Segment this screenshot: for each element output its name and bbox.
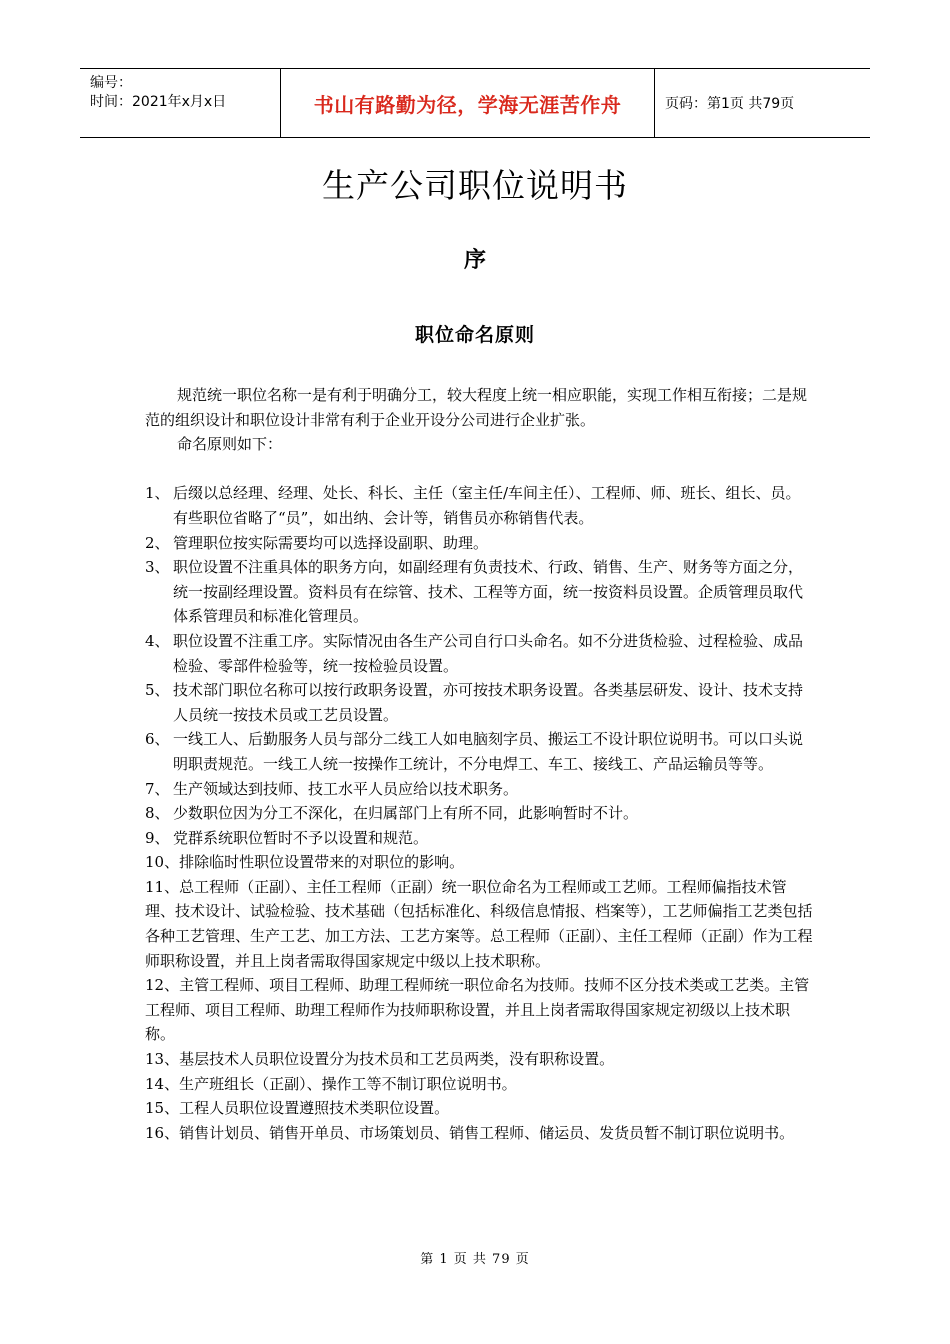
- item-text: 基层技术人员职位设置分为技术员和工艺员两类，没有职称设置。: [179, 1050, 615, 1069]
- page-number-label: 页码：第1页 共79页: [665, 96, 795, 112]
- item-text: 生产班组长（正副）、操作工等不制订职位说明书。: [179, 1074, 517, 1093]
- item-number: 10、: [145, 853, 180, 872]
- item-text: 总工程师（正副）、主任工程师（正副）统一职位命名为工程师或工艺师。工程师偏指技术管理、技术设计、试验检验、技术基础（包括标准化、科级信息情报、档案等），工艺师偏指工艺类包括各种工艺管理、生产工艺、加工方法、工艺方案等。总工程师（正副）、主任工程师（正副）作为工程师职称设置，并且上岗者需取得国家规定中级以上技术职称。: [145, 877, 813, 970]
- item-text: 一线工人、后勤服务人员与部分二线工人如电脑刻字员、搬运工不设计职位说明书。可以口头说明职责规范。一线工人统一按操作工统计，不分电焊工、车工、接线工、产品运输员等等。: [173, 730, 804, 773]
- item-text: 职位设置不注重工序。实际情况由各生产公司自行口头命名。如不分进货检验、过程检验、成品检验、零部件检验等，统一按检验员设置。: [173, 631, 804, 675]
- item-text: 生产领域达到技师、技工水平人员应给以技术职务。: [173, 779, 519, 798]
- item-text: 管理职位按实际需要均可以选择设副职、助理。: [173, 533, 489, 552]
- list-item: [145, 727, 813, 776]
- item-text: 排除临时性职位设置带来的对职位的影响。: [179, 853, 465, 872]
- item-number: 8、: [145, 804, 170, 823]
- item-text: 销售计划员、销售开单员、市场策划员、销售工程师、储运员、发货员暂不制订职位说明书。: [179, 1123, 795, 1142]
- intro-paragraph: 规范统一职位名称一是有利于明确分工，较大程度上统一相应职能，实现工作相互衔接；二是规范的组织设计和职位设计非常有利于企业开设分公司进行企业扩张。: [145, 386, 808, 429]
- page-footer: 第 1 页 共 79 页: [420, 1252, 530, 1267]
- number-label: 编号：: [90, 75, 132, 91]
- item-text: 主管工程师、项目工程师、助理工程师统一职位命名为技师。技师不区分技术类或工艺类。主管工程师、项目工程师、助理工程师作为技师职称设置，并且上岗者需取得国家规定初级以上技术职称。: [145, 976, 810, 1044]
- section-heading: 职位命名原则: [414, 324, 535, 346]
- list-item: [145, 531, 813, 556]
- header-meta: [80, 69, 281, 137]
- list-item: [145, 629, 813, 678]
- preface-heading: 序: [463, 247, 486, 273]
- list-item: [145, 826, 813, 851]
- list-item: [145, 801, 813, 826]
- item-number: 14、: [145, 1074, 180, 1093]
- item-text: 少数职位因为分工不深化，在归属部门上有所不同，此影响暂时不计。: [173, 804, 639, 823]
- document-title: 生产公司职位说明书: [322, 166, 628, 205]
- item-text: 后缀以总经理、经理、处长、科长、主任（室主任/车间主任）、工程师、师、班长、组长、员。有些职位省略了“员”，如出纳、会计等，销售员亦称销售代表。: [173, 484, 801, 527]
- item-number: 4、: [145, 631, 170, 650]
- header-motto: [281, 69, 655, 137]
- list-item: [145, 1072, 813, 1097]
- item-text: 职位设置不注重具体的职务方向，如副经理有负责技术、行政、销售、生产、财务等方面之分，统一按副经理设置。资料员有在综管、技术、工程等方面，统一按资料员设置。企质管理员取代体系管理员和标准化管理员。: [173, 558, 804, 626]
- motto-text: 书山有路勤为径，学海无涯苦作舟: [313, 92, 622, 117]
- item-number: 9、: [145, 828, 170, 847]
- item-number: 6、: [145, 730, 170, 749]
- item-number: 3、: [145, 558, 170, 577]
- item-number: 1、: [145, 484, 170, 503]
- item-text: 党群系统职位暂时不予以设置和规范。: [173, 828, 429, 847]
- item-number: 11、: [145, 877, 180, 896]
- list-item: [145, 1121, 813, 1146]
- list-item: [145, 1047, 813, 1072]
- item-number: 12、: [145, 976, 180, 995]
- item-text: 工程人员职位设置遵照技术类职位设置。: [179, 1099, 450, 1118]
- item-number: 15、: [145, 1099, 180, 1118]
- list-item: [145, 555, 813, 629]
- page-header: [80, 68, 870, 138]
- item-number: 13、: [145, 1050, 180, 1069]
- list-item: [145, 678, 813, 727]
- list-item: [145, 777, 813, 802]
- item-number: 16、: [145, 1123, 180, 1142]
- list-item: [145, 850, 813, 875]
- item-number: 2、: [145, 533, 170, 552]
- list-item: [145, 481, 813, 530]
- list-item: [145, 973, 813, 1047]
- intro-lead: 命名原则如下：: [177, 435, 283, 454]
- document-body: [145, 383, 813, 1145]
- item-number: 5、: [145, 681, 170, 700]
- item-number: 7、: [145, 779, 170, 798]
- time-label: 时间：2021年x月x日: [90, 94, 227, 110]
- list-item: [145, 1096, 813, 1121]
- item-text: 技术部门职位名称可以按行政职务设置，亦可按技术职务设置。各类基层研发、设计、技术支持人员统一按技术员或工艺员设置。: [173, 681, 804, 724]
- list-item: [145, 875, 813, 973]
